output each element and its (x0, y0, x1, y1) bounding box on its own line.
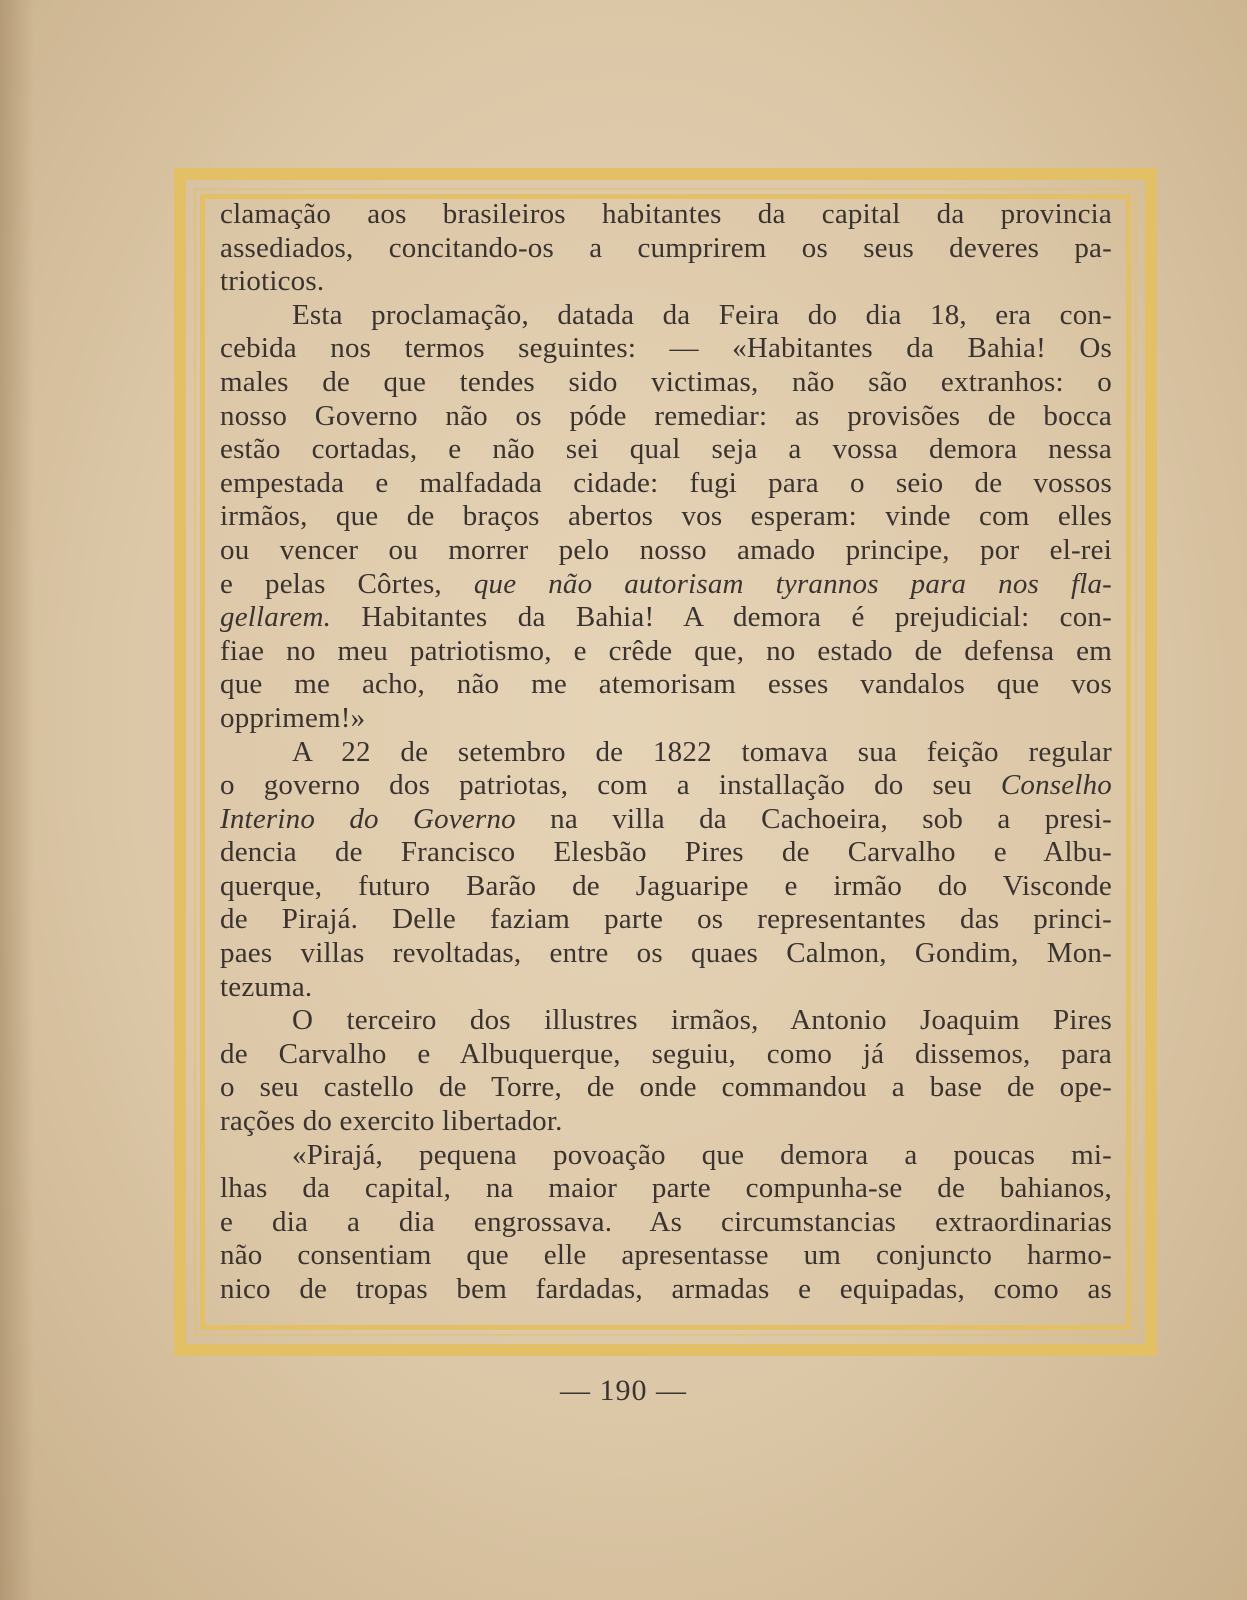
text-line: trioticos. (220, 265, 325, 298)
text-line (220, 769, 1112, 803)
text-line: e dia a dia engrossava. As circumstancias extraordinarias (220, 1205, 1112, 1238)
text-span: Habitantes da Bahia! A demora é prejudicial: con- (331, 601, 1112, 634)
text-line: de Carvalho e Albuquerque, seguiu, como já dissemos, para (220, 1037, 1112, 1070)
text-line: que me acho, não me atemorisam esses vandalos que vos (220, 668, 1112, 701)
text-line: irmãos, que de braços abertos vos esperam: vinde com elles (220, 500, 1112, 533)
text-line: Esta proclamação, datada da Feira do dia 18, era con- (292, 298, 1112, 331)
text-line: O terceiro dos illustres irmãos, Antonio Joaquim Pires (292, 1004, 1112, 1037)
page-number: — 190 — (560, 1374, 687, 1407)
text-line: de Pirajá. Delle faziam parte os representantes das princi- (220, 903, 1112, 936)
text-line (220, 601, 1112, 635)
text-line: dencia de Francisco Elesbão Pires de Carvalho e Albu- (220, 836, 1112, 869)
text-line: cebida nos termos seguintes: — «Habitantes da Bahia! Os (220, 332, 1112, 365)
text-line: fiae no meu patriotismo, e crêde que, no estado de defensa em (220, 634, 1112, 667)
text-line: opprimem!» (220, 701, 366, 734)
text-span: o governo dos patriotas, com a installação do seu (220, 769, 1001, 802)
text-line: o seu castello de Torre, de onde commandou a base de ope- (220, 1071, 1112, 1104)
text-line: «Pirajá, pequena povoação que demora a poucas mi- (292, 1138, 1112, 1171)
italic-text: gellarem. (220, 601, 332, 634)
text-line: paes villas revoltadas, entre os quaes Calmon, Gondim, Mon- (220, 937, 1112, 970)
text-line (220, 803, 1112, 837)
body-text (220, 198, 1112, 1318)
italic-text: Conselho (1000, 769, 1112, 802)
text-line: assediados, concitando-os a cumprirem os seus deveres pa- (220, 231, 1112, 264)
text-line: ou vencer ou morrer pelo nosso amado principe, por el-rei (220, 533, 1112, 566)
text-span: e pelas Côrtes, (220, 567, 474, 600)
text-span: na villa da Cachoeira, sob a presi- (515, 802, 1112, 835)
italic-text: que não autorisam tyrannos para nos fla- (473, 567, 1112, 600)
text-line: nico de tropas bem fardadas, armadas e equipadas, como as (220, 1273, 1112, 1305)
page-edge-shadow (0, 0, 34, 1600)
text-line: estão cortadas, e não sei qual seja a vossa demora nessa (220, 433, 1112, 466)
text-line: empestada e malfadada cidade: fugi para o seio de vossos (220, 466, 1112, 499)
text-line (220, 568, 1112, 602)
text-line: tezuma. (220, 970, 313, 1003)
italic-text: Interino do Governo (220, 802, 516, 835)
text-line: males de que tendes sido victimas, não são extranhos: o (220, 365, 1112, 398)
text-line: A 22 de setembro de 1822 tomava sua feição regular (292, 735, 1112, 768)
text-line: não consentiam que elle apresentasse um conjuncto harmo- (220, 1239, 1112, 1272)
text-line: lhas da capital, na maior parte compunha-se de bahianos, (220, 1172, 1112, 1205)
text-line: clamação aos brasileiros habitantes da capital da provincia (220, 198, 1112, 230)
text-line: nosso Governo não os póde remediar: as provisões de bocca (220, 399, 1112, 432)
text-line: rações do exercito libertador. (220, 1105, 563, 1138)
text-line: querque, futuro Barão de Jaguaripe e irmão do Visconde (220, 869, 1112, 902)
